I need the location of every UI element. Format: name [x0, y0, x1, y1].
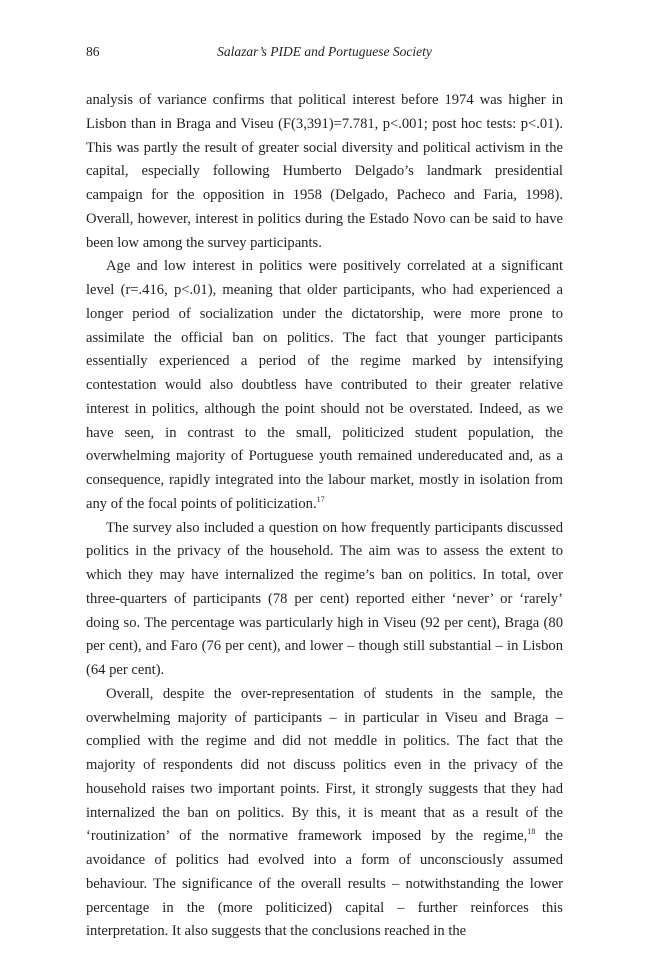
paragraph-4-text-start: Overall, despite the over-representation of students in the sample, the overwhelming majority of participants – in particular in Viseu and Braga – complied with the regime and did not meddle in politics. The fact that the majority of respondents did not discuss politics even in the privacy of the household raises two important points. First, it strongly suggests that they had internalized the ban on politics. By this, it is meant that as a result of the ‘routinization’ of the normative framework imposed by the regime,	[86, 685, 563, 845]
footnote-marker-17[interactable]: 17	[316, 494, 325, 504]
paragraph-1-text: analysis of variance confirms that political interest before 1974 was higher in Lisbon than in Braga and Viseu (F(3,391)=7.781, p<.001; post hoc tests: p<.01). This was partly the result of greater social diversity and political activism in the capital, especially following Humberto Delgado’s landmark presidential campaign for the opposition in 1958 (Delgado, Pacheco and Faria, 1998). Overall, however, interest in politics during the Estado Novo can be said to have been low among the survey participants.	[86, 92, 563, 251]
paragraph-4-text-end: the avoidance of politics had evolved into a form of unconsciously assumed behaviour. The significance of the overall results – notwithstanding the lower percentage in the (more politicized) capital – further reinforces this interpretation. It also suggests that the conclusions reached in the	[86, 828, 564, 940]
paragraph-2	[86, 255, 563, 516]
paragraph-1	[86, 89, 563, 255]
paragraph-3-text: The survey also included a question on how frequently participants discussed politics in the privacy of the household. The aim was to assess the extent to which they may have internalized the regime’s ban on politics. In total, over three-quarters of participants (78 per cent) reported either ‘never’ or ‘rarely’ doing so. The percentage was particularly high in Viseu (92 per cent), Braga (80 per cent), and Faro (76 per cent), and lower – though still substantial – in Lisbon (64 per cent).	[86, 519, 563, 678]
paragraph-4	[86, 683, 563, 944]
page-number: 86	[86, 44, 100, 59]
running-title: Salazar’s PIDE and Portuguese Society	[217, 44, 432, 59]
body-text	[86, 89, 563, 944]
running-head	[86, 44, 563, 64]
footnote-marker-18[interactable]: 18	[527, 827, 536, 837]
paragraph-2-text: Age and low interest in politics were positively correlated at a significant level (r=.416, p<.01), meaning that older participants, who had experienced a longer period of socialization under the dictatorship, were more prone to assimilate the official ban on politics. The fact that younger participants essentially experienced a period of the regime marked by intensifying contestation would also doubtless have contributed to their greater relative interest in politics, although the point should not be overstated. Indeed, as we have seen, in contrast to the small, politicized student population, the overwhelming majority of Portuguese youth remained undereducated and, as a consequence, rapidly integrated into the labour market, mostly in isolation from any of the focal points of politicization.	[86, 258, 563, 512]
paragraph-3	[86, 517, 563, 683]
